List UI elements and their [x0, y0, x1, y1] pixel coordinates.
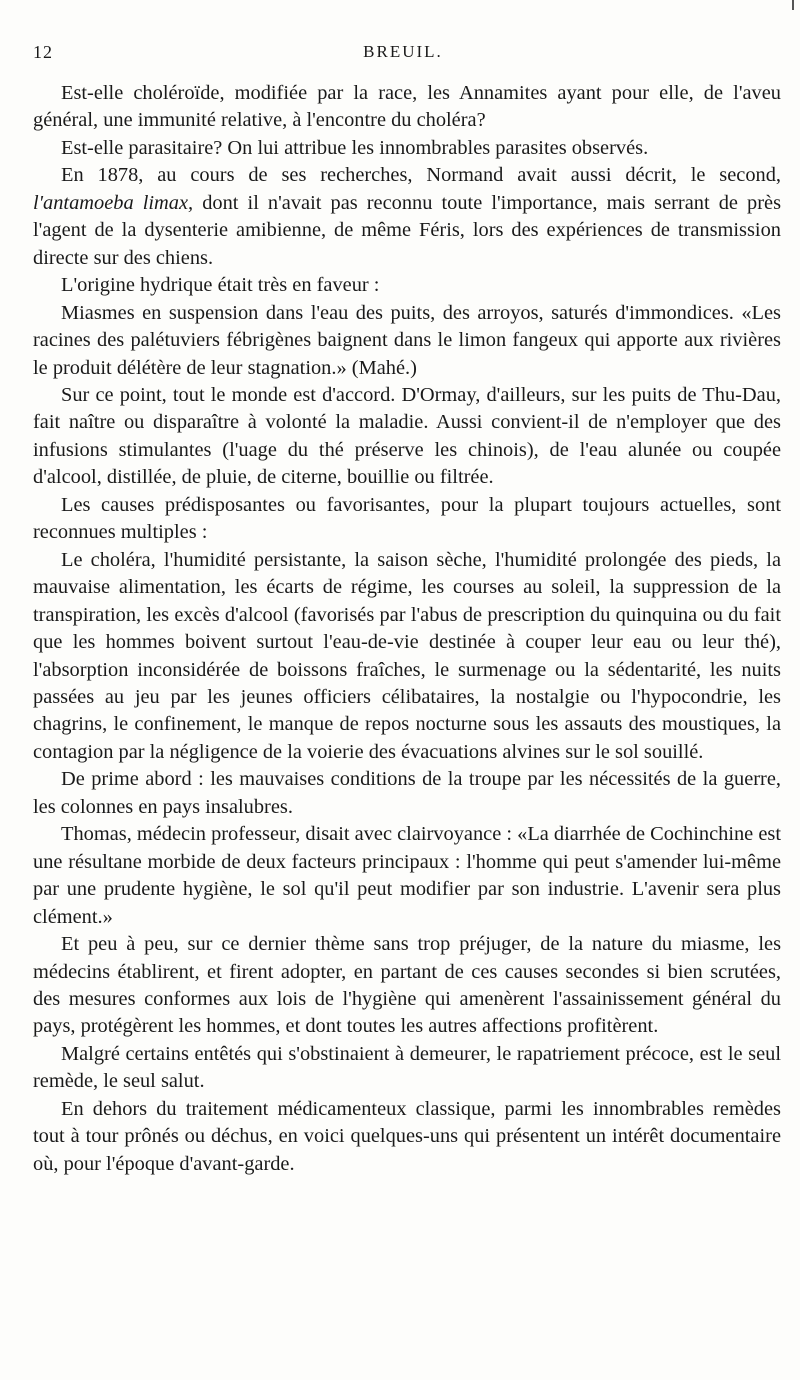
- body-text: [33, 80, 781, 1178]
- paragraph-remedies: [33, 1096, 781, 1178]
- paragraph-text-before: En 1878, au cours de ses recherches, Normand avait aussi décrit, le second,: [61, 164, 781, 187]
- page-number: 12: [33, 42, 53, 62]
- paragraph-text: Le choléra, l'humidité persistante, la saison sèche, l'humidité prolongée des pieds, la mauvaise alimentation, les écarts de régime, les courses au soleil, la suppression de la transpiration, les excès d'alcool (favorisés par l'abus de prescription du quinquina ou du fait que les hommes boivent surtout l'eau-de-vie destinée à couper leur eau ou leur thé), l'absorption inconsidérée de boissons fraîches, le surmenage ou la sédentarité, les nuits passées au jeu par les jeunes officiers célibataires, la nostalgie ou l'hypocondrie, les chagrins, le confinement, le manque de repos nocturne sous les assauts des moustiques, la contagion par la négligence de la voierie des évacuations alvines sur le sol souillé.: [33, 548, 781, 763]
- paragraph-repatriation: [33, 1041, 781, 1096]
- paragraph-text: Malgré certains entêtés qui s'obstinaient à demeurer, le rapatriement précoce, est le seul remède, le seul salut.: [33, 1042, 781, 1093]
- paragraph-agreement: [33, 382, 781, 492]
- paragraph-miasmes: [33, 300, 781, 382]
- paragraph-text: Et peu à peu, sur ce dernier thème sans trop préjuger, de la nature du miasme, les médecins établirent, et firent adopter, en partant de ces causes secondes si bien scrutées, des mesures conformes aux lois de l'hygiène qui amenèrent l'assainissement général du pays, protégèrent les hommes, et dont toutes les autres affections profitèrent.: [33, 933, 781, 1038]
- paragraph-text: Est-elle choléroïde, modifiée par la race, les Annamites ayant pour elle, de l'aveu général, une immunité relative, à l'encontre du choléra?: [33, 82, 781, 132]
- paragraph-text: Sur ce point, tout le monde est d'accord. D'Ormay, d'ailleurs, sur les puits de Thu-Dau, fait naître ou disparaître à volonté la maladie. Aussi convient-il de n'employer que des infusions stimulantes (l'uage du thé préserve les chinois), de l'eau alunée ou coupée d'alcool, distillée, de pluie, de citerne, bouillie ou filtrée.: [33, 383, 781, 489]
- paragraph-parasitic: [33, 135, 781, 162]
- paragraph-hydric-origin: [33, 272, 781, 299]
- paragraph-hygiene: [33, 931, 781, 1041]
- paragraph-text: Miasmes en suspension dans l'eau des puits, des arroyos, saturés d'immondices. «Les racines des palétuviers fébrigènes baignent dans le limon fangeux qui apporte aux rivières le produit délétère de leur stagnation.» (Mahé.): [33, 301, 781, 379]
- paragraph-text: Est-elle parasitaire? On lui attribue les innombrables parasites observés.: [61, 136, 649, 159]
- paragraph-text: L'origine hydrique était très en faveur :: [61, 274, 380, 297]
- page-header: [33, 42, 773, 70]
- paragraph-cause-list: [33, 547, 781, 767]
- species-name-italic: l'antamoeba limax,: [33, 191, 194, 214]
- paragraph-text-after: dont il n'avait pas reconnu toute l'importance, mais serrant de près l'agent de la dysenterie amibienne, de même Féris, lors des expériences de transmission directe sur des chiens.: [33, 191, 782, 269]
- paragraph-text: Les causes prédisposantes ou favorisantes, pour la plupart toujours actuelles, sont reconnues multiples :: [33, 493, 781, 544]
- page-edge-mark: [792, 0, 794, 10]
- running-head: BREUIL.: [363, 42, 443, 61]
- paragraph-choleroid: [33, 80, 781, 135]
- paragraph-text: De prime abord : les mauvaises conditions de la troupe par les nécessités de la guerre, les colonnes en pays insalubres.: [33, 768, 781, 818]
- paragraph-causes: [33, 492, 781, 547]
- paragraph-thomas-quote: [33, 821, 781, 931]
- paragraph-text: Thomas, médecin professeur, disait avec clairvoyance : «La diarrhée de Cochinchine est une résultane morbide de deux facteurs principaux : l'homme qui peut s'amender lui-même par une prudente hygiène, le sol qu'il peut modifier par son industrie. L'avenir sera plus clément.»: [33, 823, 781, 928]
- paragraph-prime-abord: [33, 766, 781, 821]
- paragraph-normand: [33, 162, 781, 272]
- paragraph-text: En dehors du traitement médicamenteux classique, parmi les innombrables remèdes tout à tour prônés ou déchus, en voici quelques-uns qui présentent un intérêt documentaire où, pour l'époque d'avant-garde.: [33, 1097, 781, 1175]
